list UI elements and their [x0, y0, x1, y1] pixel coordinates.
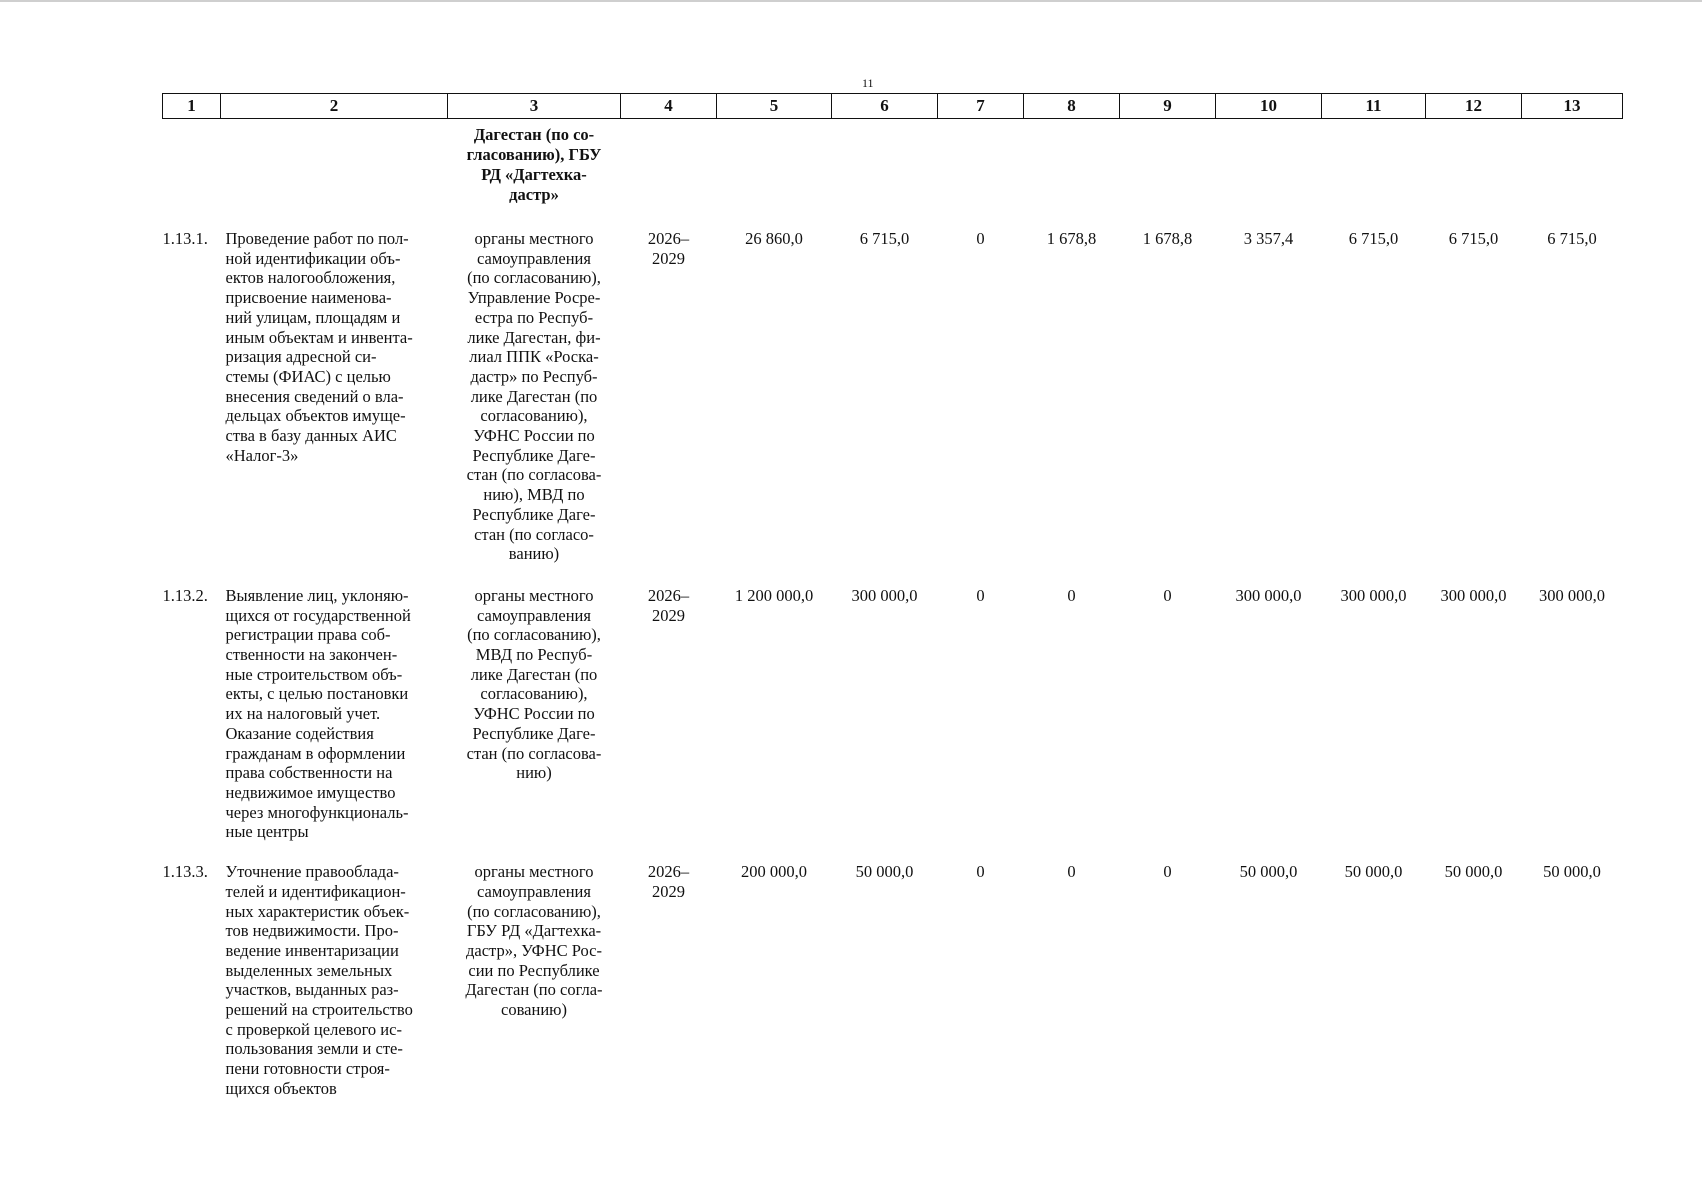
- value-cell: 300 000,0: [1539, 585, 1605, 605]
- text-line: Республике Даге-: [472, 504, 596, 524]
- implementation-years: [621, 217, 717, 574]
- value-cell: 3 357,4: [1243, 229, 1294, 248]
- text-line: ных характеристик объек-: [225, 901, 410, 921]
- text-line: екты, с целью постановки: [225, 684, 409, 704]
- text-line: 2026–: [647, 229, 690, 248]
- value-cell: 50 000,0: [1543, 862, 1601, 882]
- text-line: гласованию), ГБУ: [466, 145, 602, 164]
- column-number-row: [163, 94, 1623, 119]
- text-line: согласованию),: [480, 406, 588, 426]
- text-line: МВД по Респуб-: [475, 645, 593, 665]
- text-line: самоуправления: [477, 881, 591, 901]
- text-line: с проверкой целевого ис-: [225, 1019, 402, 1039]
- text-line: гражданам в оформлении: [225, 743, 406, 763]
- text-line: согласованию),: [480, 684, 588, 704]
- value-cell: 0: [976, 229, 985, 248]
- text-line: щихся от государственной: [225, 605, 411, 625]
- text-line: ные центры: [225, 822, 309, 842]
- column-header: 5: [717, 94, 832, 119]
- continued-responsible-cell: [448, 119, 621, 218]
- text-line: ные строительством объ-: [225, 664, 403, 684]
- text-line: 2029: [652, 605, 685, 625]
- text-line: самоуправления: [477, 248, 591, 268]
- text-line: РД «Дагтехка-: [481, 165, 587, 184]
- text-line: лике Дагестан, фи-: [467, 327, 601, 347]
- value-cell: 0: [1163, 862, 1172, 882]
- implementation-years: [621, 850, 717, 1098]
- value-cell: 26 860,0: [745, 229, 803, 248]
- value-cell: 6 715,0: [1448, 229, 1499, 248]
- value-cell: 6 715,0: [1547, 229, 1597, 248]
- text-line: 2026–: [647, 585, 690, 605]
- responsible-executors: [448, 217, 621, 574]
- value-cell: 50 000,0: [1239, 862, 1298, 882]
- text-line: выделенных земельных: [225, 960, 393, 980]
- text-line: стан (по согласова-: [466, 465, 602, 485]
- text-line: лике Дагестан (по: [470, 386, 598, 406]
- value-cell: 200 000,0: [741, 862, 807, 882]
- text-line: Дагестан (по со-: [473, 125, 595, 144]
- text-line: стемы (ФИАС) с целью: [225, 366, 391, 386]
- text-line: органы местного: [474, 862, 594, 882]
- text-line: ственности на закончен-: [225, 645, 398, 665]
- column-header: 11: [1322, 94, 1426, 119]
- text-line: нию): [516, 763, 552, 783]
- text-line: дастр», УФНС Рос-: [466, 940, 602, 960]
- text-line: ризация адресной си-: [225, 347, 377, 367]
- text-line: внесения сведений о вла-: [225, 386, 404, 406]
- text-line: УФНС России по: [473, 704, 595, 724]
- text-line: решений на строительство: [225, 1000, 413, 1020]
- text-line: регистрации права соб-: [225, 625, 391, 645]
- text-line: Уточнение правооблада-: [225, 862, 399, 882]
- value-cell: 1 678,8: [1046, 229, 1097, 248]
- text-line: Оказание содействия: [225, 723, 374, 743]
- text-line: ной идентификации объ-: [225, 248, 401, 268]
- value-cell: 0: [1163, 585, 1172, 605]
- continuation-row: [163, 119, 1623, 218]
- value-cell: 50 000,0: [1344, 862, 1403, 882]
- value-cell: 50 000,0: [855, 862, 914, 882]
- text-line: «Налог-3»: [225, 445, 299, 465]
- text-line: органы местного: [474, 585, 594, 605]
- column-header: 1: [163, 94, 221, 119]
- text-line: дастр» по Респуб-: [470, 366, 598, 386]
- text-line: стан (по согласова-: [466, 743, 602, 763]
- text-line: пользования земли и сте-: [225, 1039, 403, 1059]
- text-line: ведение инвентаризации: [225, 940, 399, 960]
- text-line: присвоение наименова-: [225, 288, 392, 308]
- text-line: участков, выданных раз-: [225, 980, 399, 1000]
- value-cell: 1 678,8: [1142, 229, 1193, 248]
- text-line: дастр»: [509, 185, 559, 204]
- text-line: ванию): [508, 544, 560, 564]
- value-cell: 300 000,0: [1440, 585, 1507, 605]
- text-line: Выявление лиц, уклоняю-: [225, 585, 409, 605]
- text-line: Дагестан (по согла-: [465, 980, 603, 1000]
- value-cell: 6 715,0: [859, 229, 910, 248]
- value-cell: 300 000,0: [1235, 585, 1302, 605]
- measure-description: [221, 217, 448, 574]
- text-line: Республике Даге-: [472, 445, 596, 465]
- text-line: УФНС России по: [473, 426, 595, 446]
- responsible-executors: [448, 574, 621, 850]
- text-line: (по согласованию),: [467, 901, 601, 921]
- value-cell: 50 000,0: [1444, 862, 1503, 882]
- page-number: 11: [862, 76, 874, 90]
- value-cell: 300 000,0: [1340, 585, 1407, 605]
- text-line: тов недвижимости. Про-: [225, 921, 399, 941]
- column-header: 3: [448, 94, 621, 119]
- value-cell: 6 715,0: [1348, 229, 1399, 248]
- text-line: телей и идентификацион-: [225, 881, 406, 901]
- text-line: сованию): [501, 1000, 567, 1020]
- item-number: 1.13.1.: [162, 229, 208, 248]
- column-header: 2: [221, 94, 448, 119]
- text-line: 2029: [652, 248, 685, 268]
- value-cell: 0: [1067, 862, 1076, 882]
- text-line: дельцах объектов имуще-: [225, 406, 406, 426]
- text-line: нию), МВД по: [483, 485, 585, 505]
- text-line: ний улицам, площадям и: [225, 307, 401, 327]
- item-number: 1.13.3.: [162, 862, 208, 882]
- text-line: Проведение работ по пол-: [225, 229, 409, 248]
- text-line: сии по Республике: [468, 960, 600, 980]
- text-line: иным объектам и инвента-: [225, 327, 413, 347]
- text-line: пени готовности строя-: [225, 1059, 390, 1079]
- implementation-years: [621, 574, 717, 850]
- column-header: 12: [1426, 94, 1522, 119]
- text-line: их на налоговый учет.: [225, 704, 381, 724]
- text-line: Республике Даге-: [472, 723, 596, 743]
- text-line: лиал ППК «Роска-: [469, 347, 599, 367]
- value-cell: 1 200 000,0: [734, 585, 814, 605]
- column-header: 6: [832, 94, 938, 119]
- value-cell: 0: [976, 585, 985, 605]
- text-line: естра по Респуб-: [474, 307, 594, 327]
- table-row: [163, 217, 1623, 574]
- text-line: ектов налогообложения,: [225, 268, 396, 288]
- text-line: (по согласованию),: [467, 268, 601, 288]
- text-line: (по согласованию),: [467, 625, 601, 645]
- text-line: лике Дагестан (по: [470, 664, 598, 684]
- scan-edge: [0, 0, 1702, 2]
- text-line: через многофункциональ-: [225, 802, 409, 822]
- value-cell: 300 000,0: [851, 585, 918, 605]
- text-line: ства в базу данных АИС: [225, 426, 397, 446]
- value-cell: 0: [1067, 585, 1076, 605]
- column-header: 8: [1024, 94, 1120, 119]
- measure-description: [221, 850, 448, 1098]
- text-line: 2029: [652, 881, 685, 901]
- item-number: 1.13.2.: [162, 585, 208, 605]
- value-cell: 0: [976, 862, 985, 882]
- measure-description: [221, 574, 448, 850]
- column-header: 10: [1216, 94, 1322, 119]
- text-line: органы местного: [474, 229, 594, 248]
- column-header: 9: [1120, 94, 1216, 119]
- text-line: щихся объектов: [225, 1078, 337, 1098]
- table-row: [163, 850, 1623, 1098]
- text-line: Управление Росре-: [467, 288, 601, 308]
- column-header: 13: [1522, 94, 1623, 119]
- text-line: 2026–: [647, 862, 690, 882]
- column-header: 7: [938, 94, 1024, 119]
- text-line: ГБУ РД «Дагтехка-: [466, 921, 602, 941]
- text-line: недвижимое имущество: [225, 782, 396, 802]
- program-table: [162, 93, 1623, 1099]
- table-row: [163, 574, 1623, 850]
- text-line: самоуправления: [477, 605, 591, 625]
- text-line: права собственности на: [225, 763, 393, 783]
- text-line: стан (по согласо-: [474, 524, 594, 544]
- column-header: 4: [621, 94, 717, 119]
- responsible-executors: [448, 850, 621, 1098]
